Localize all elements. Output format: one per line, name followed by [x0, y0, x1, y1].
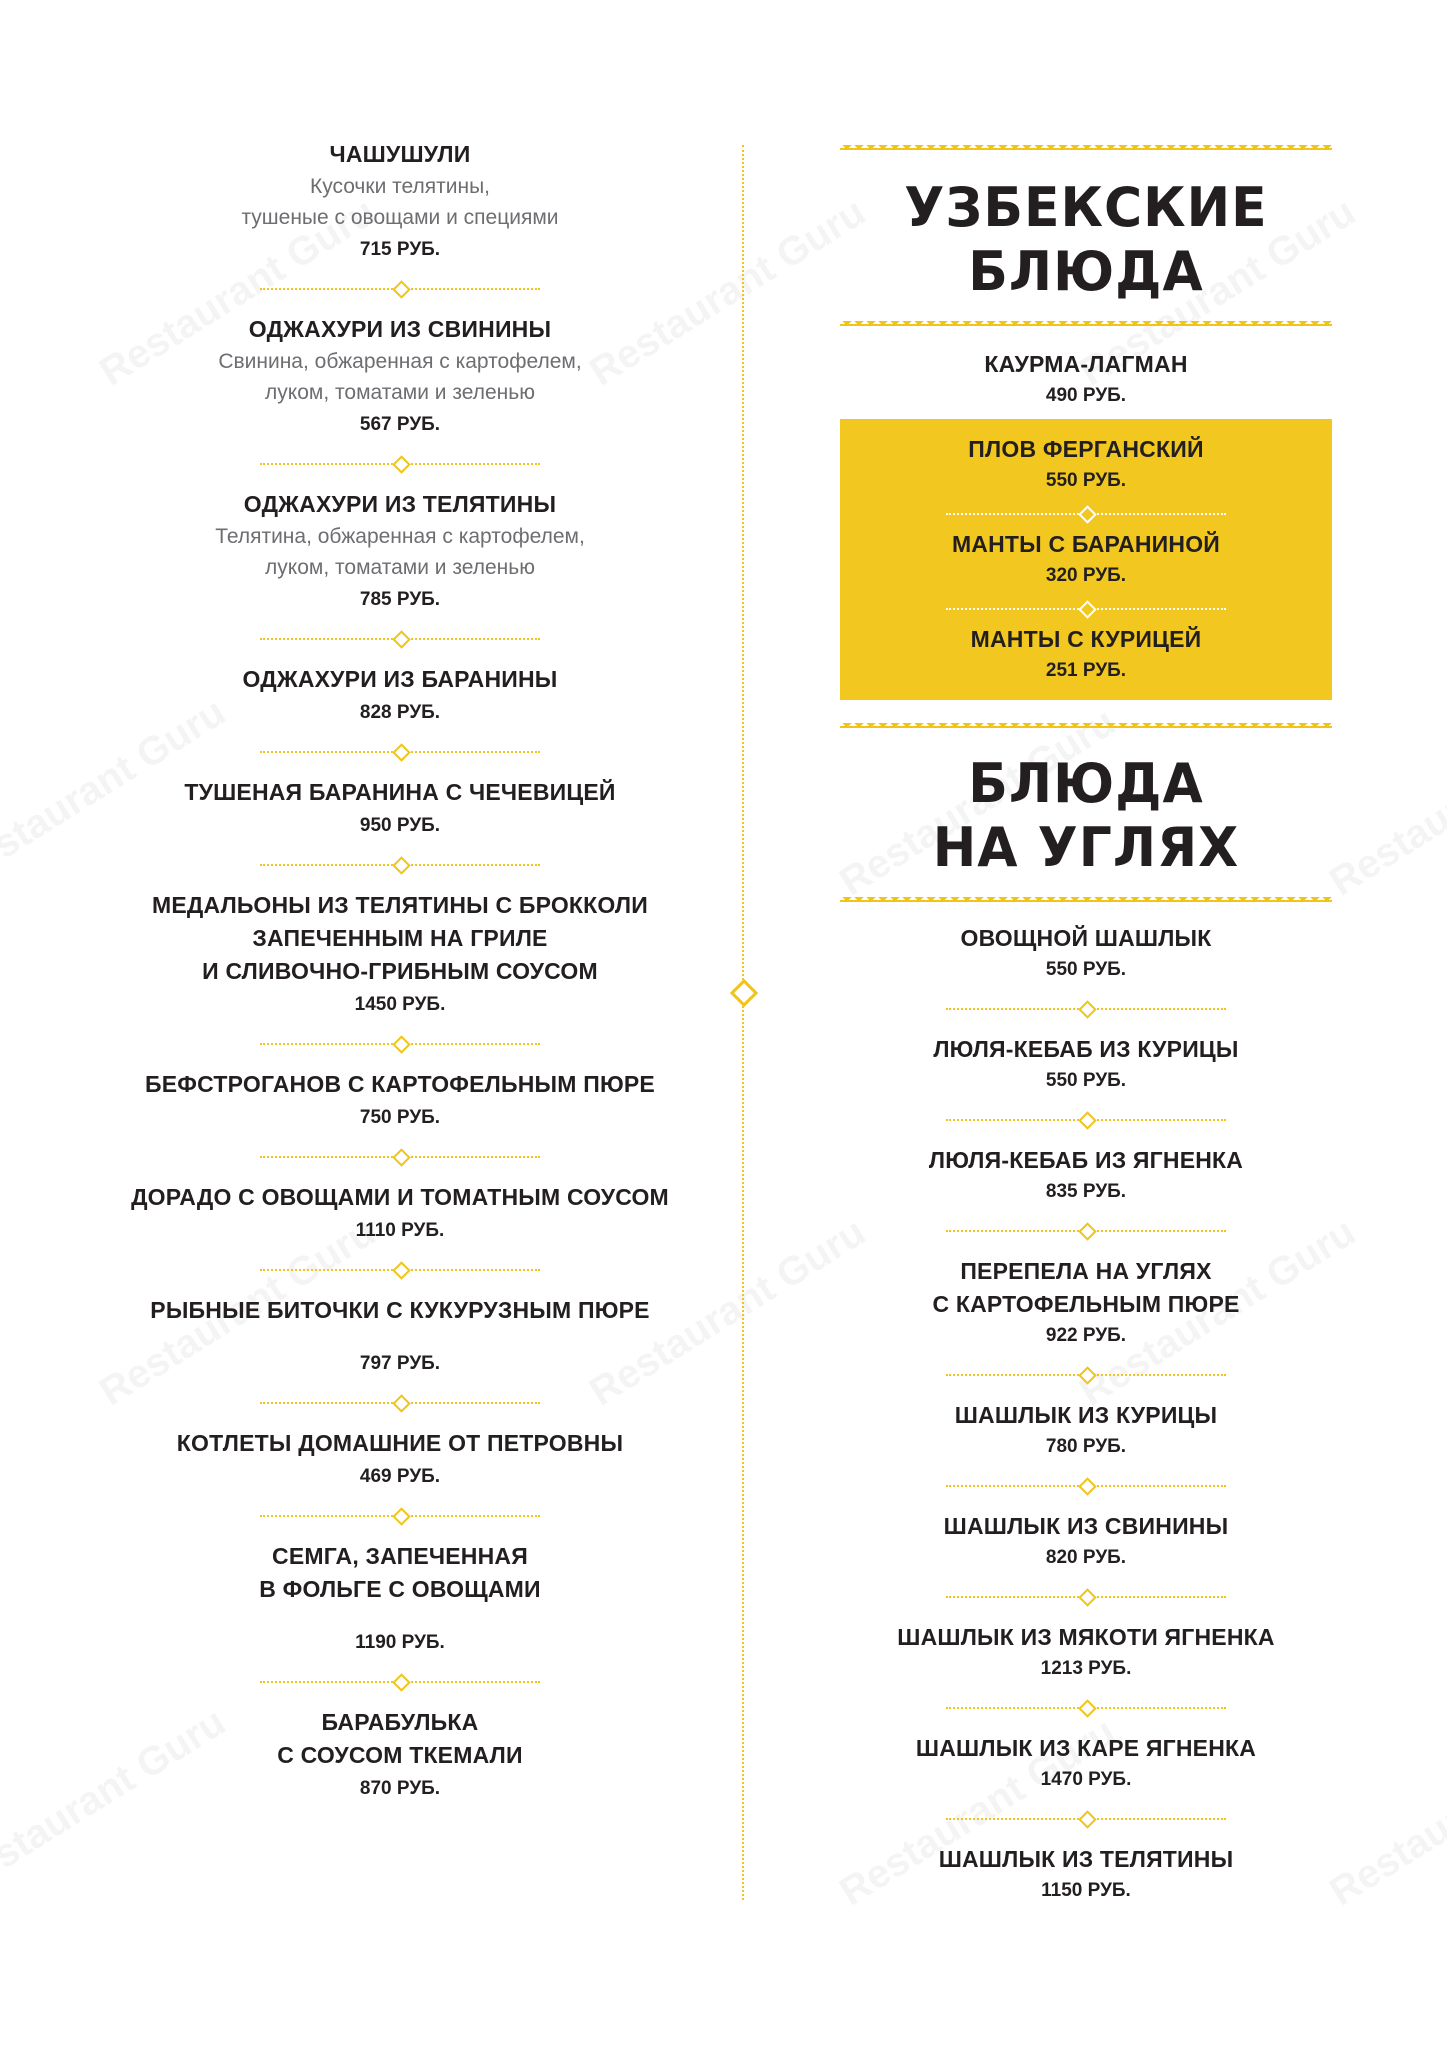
zigzag-divider [840, 316, 1332, 334]
dotted-separator [260, 623, 540, 655]
diamond-icon [392, 1148, 410, 1166]
diamond-icon [392, 743, 410, 761]
menu-item [840, 1033, 1332, 1096]
diamond-icon [392, 1673, 410, 1691]
diamond-icon [392, 1035, 410, 1053]
item-price: 922 РУБ. [1045, 1325, 1127, 1346]
watermark [1322, 700, 1447, 905]
menu-item [100, 1181, 700, 1246]
zigzag-divider [840, 718, 1332, 736]
item-price: 469 РУБ. [359, 1466, 441, 1487]
menu-item [840, 433, 1332, 496]
menu-item [100, 776, 700, 841]
item-price: 870 РУБ. [359, 1778, 441, 1799]
menu-item [840, 1399, 1332, 1462]
item-name: МЕДАЛЬОНЫ ИЗ ТЕЛЯТИНЫ С БРОККОЛИ [152, 892, 648, 918]
zigzag-divider [840, 140, 1332, 158]
item-price: 780 РУБ. [1045, 1436, 1127, 1457]
item-name: ШАШЛЫК ИЗ КАРЕ ЯГНЕНКА [915, 1735, 1257, 1761]
item-name: ШАШЛЫК ИЗ МЯКОТИ ЯГНЕНКА [897, 1624, 1275, 1650]
dotted-separator [946, 1215, 1226, 1247]
menu-item [100, 1068, 700, 1133]
item-price: 550 РУБ. [1045, 1070, 1127, 1091]
diamond-icon [1078, 1699, 1096, 1717]
dotted-separator [946, 498, 1226, 526]
dotted-separator [260, 1028, 540, 1060]
menu-item [100, 1427, 700, 1492]
dotted-separator [260, 736, 540, 768]
dotted-separator [260, 1387, 540, 1419]
item-price: 835 РУБ. [1045, 1181, 1127, 1202]
item-price: 550 РУБ. [1045, 470, 1127, 491]
item-name: В ФОЛЬГЕ С ОВОЩАМИ [259, 1576, 541, 1602]
item-name: ЧАШУШУЛИ [329, 141, 471, 167]
item-name: МАНТЫ С КУРИЦЕЙ [970, 626, 1202, 652]
menu-item [100, 1706, 700, 1804]
menu-item [100, 889, 700, 1020]
item-description: Свинина, обжаренная с картофелем, [218, 350, 582, 373]
zigzag-divider [840, 892, 1332, 910]
item-price: 1190 РУБ. [355, 1632, 445, 1653]
dotted-separator [946, 593, 1226, 621]
item-name: КОТЛЕТЫ ДОМАШНИЕ ОТ ПЕТРОВНЫ [176, 1430, 624, 1456]
dotted-separator [260, 1500, 540, 1532]
dotted-separator [946, 1692, 1226, 1724]
dotted-separator [946, 1470, 1226, 1502]
item-price: 750 РУБ. [359, 1107, 441, 1128]
item-name: БАРАБУЛЬКА [321, 1709, 479, 1735]
menu-item [840, 1621, 1332, 1684]
menu-item [840, 1255, 1332, 1351]
highlight-box [840, 419, 1332, 700]
item-price: 1470 РУБ. [1040, 1769, 1132, 1790]
item-price: 820 РУБ. [1045, 1547, 1127, 1568]
diamond-icon [392, 856, 410, 874]
item-name: РЫБНЫЕ БИТОЧКИ С КУКУРУЗНЫМ ПЮРЕ [150, 1297, 650, 1323]
item-name: КАУРМА-ЛАГМАН [984, 351, 1188, 377]
item-name: ПЛОВ ФЕРГАНСКИЙ [968, 436, 1204, 462]
item-price: 1150 РУБ. [1041, 1880, 1131, 1901]
menu-item [840, 1510, 1332, 1573]
dotted-separator [260, 1666, 540, 1698]
item-name: С КАРТОФЕЛЬНЫМ ПЮРЕ [932, 1291, 1240, 1317]
item-name: С СОУСОМ ТКЕМАЛИ [277, 1742, 523, 1768]
dotted-separator [260, 1254, 540, 1286]
item-name: ОВОЩНОЙ ШАШЛЫК [960, 925, 1212, 951]
item-name: МАНТЫ С БАРАНИНОЙ [951, 531, 1221, 557]
item-price: 550 РУБ. [1045, 959, 1127, 980]
item-price: 251 РУБ. [1045, 660, 1127, 681]
item-name: ДОРАДО С ОВОЩАМИ И ТОМАТНЫМ СОУСОМ [131, 1184, 669, 1210]
item-name: И СЛИВОЧНО-ГРИБНЫМ СОУСОМ [202, 958, 598, 984]
diamond-icon [392, 1394, 410, 1412]
dotted-separator [946, 1104, 1226, 1136]
menu-item [840, 1144, 1332, 1207]
dotted-separator [946, 1803, 1226, 1835]
item-name: ЛЮЛЯ-КЕБАБ ИЗ КУРИЦЫ [933, 1036, 1239, 1062]
grill-section-title: БЛЮДА НА УГЛЯХ [932, 752, 1240, 880]
item-price: 567 РУБ. [359, 414, 441, 435]
item-price: 490 РУБ. [1045, 385, 1127, 406]
item-price: 950 РУБ. [359, 815, 441, 836]
item-name: ШАШЛЫК ИЗ ТЕЛЯТИНЫ [938, 1846, 1234, 1872]
item-description: Кусочки телятины, [309, 175, 490, 198]
menu-item [100, 1294, 700, 1379]
item-price: 320 РУБ. [1045, 565, 1127, 586]
item-name: ЛЮЛЯ-КЕБАБ ИЗ ЯГНЕНКА [928, 1147, 1244, 1173]
uzbek-section-title: УЗБЕКСКИЕ БЛЮДА [904, 176, 1268, 304]
item-name: ОДЖАХУРИ ИЗ СВИНИНЫ [248, 316, 552, 342]
item-name: ШАШЛЫК ИЗ СВИНИНЫ [943, 1513, 1229, 1539]
dotted-separator [260, 849, 540, 881]
diamond-icon [1078, 1477, 1096, 1495]
item-name: ОДЖАХУРИ ИЗ ТЕЛЯТИНЫ [243, 491, 557, 517]
right-menu-column [840, 140, 1332, 1906]
diamond-icon [392, 630, 410, 648]
item-price: 1450 РУБ. [354, 994, 446, 1015]
watermark [1322, 1710, 1447, 1915]
left-menu-column [100, 138, 700, 1804]
item-description: луком, томатами и зеленью [265, 381, 535, 404]
dotted-separator [260, 448, 540, 480]
item-name: ПЕРЕПЕЛА НА УГЛЯХ [960, 1258, 1212, 1284]
menu-item [840, 348, 1332, 411]
item-price: 828 РУБ. [359, 702, 441, 723]
item-price: 797 РУБ. [359, 1353, 441, 1374]
menu-item [840, 1843, 1332, 1906]
menu-item [100, 488, 700, 615]
diamond-icon [1078, 1810, 1096, 1828]
item-price: 715 РУБ. [359, 239, 441, 260]
item-name: ШАШЛЫК ИЗ КУРИЦЫ [954, 1402, 1218, 1428]
item-name: ТУШЕНАЯ БАРАНИНА С ЧЕЧЕВИЦЕЙ [184, 779, 616, 805]
menu-item [840, 623, 1332, 686]
menu-item [100, 313, 700, 440]
diamond-icon [392, 280, 410, 298]
menu-item [840, 922, 1332, 985]
menu-item [100, 1540, 700, 1658]
dotted-separator [946, 1581, 1226, 1613]
menu-item [840, 1732, 1332, 1795]
diamond-icon [1078, 1222, 1096, 1240]
divider-diamond-icon [730, 979, 758, 1007]
item-price: 1110 РУБ. [355, 1220, 445, 1241]
diamond-icon [1078, 1366, 1096, 1384]
diamond-icon [392, 1261, 410, 1279]
item-description: Телятина, обжаренная с картофелем, [215, 525, 585, 548]
dotted-separator [946, 1359, 1226, 1391]
menu-item [840, 528, 1332, 591]
diamond-icon [1078, 1111, 1096, 1129]
diamond-icon [1078, 1588, 1096, 1606]
diamond-icon [392, 455, 410, 473]
diamond-icon [392, 1507, 410, 1525]
diamond-icon [1078, 1000, 1096, 1018]
grill-items [840, 922, 1332, 1906]
item-price: 785 РУБ. [359, 589, 441, 610]
item-price: 1213 РУБ. [1040, 1658, 1132, 1679]
dotted-separator [260, 1141, 540, 1173]
item-name: БЕФСТРОГАНОВ С КАРТОФЕЛЬНЫМ ПЮРЕ [145, 1071, 655, 1097]
item-description: тушеные с овощами и специями [241, 206, 559, 229]
item-description: луком, томатами и зеленью [265, 556, 535, 579]
dotted-separator [946, 993, 1226, 1025]
column-divider [742, 145, 744, 1900]
menu-item [100, 663, 700, 728]
item-name: ЗАПЕЧЕННЫМ НА ГРИЛЕ [252, 925, 548, 951]
item-name: СЕМГА, ЗАПЕЧЕННАЯ [272, 1543, 528, 1569]
menu-item [100, 138, 700, 265]
item-name: ОДЖАХУРИ ИЗ БАРАНИНЫ [242, 666, 558, 692]
dotted-separator [260, 273, 540, 305]
